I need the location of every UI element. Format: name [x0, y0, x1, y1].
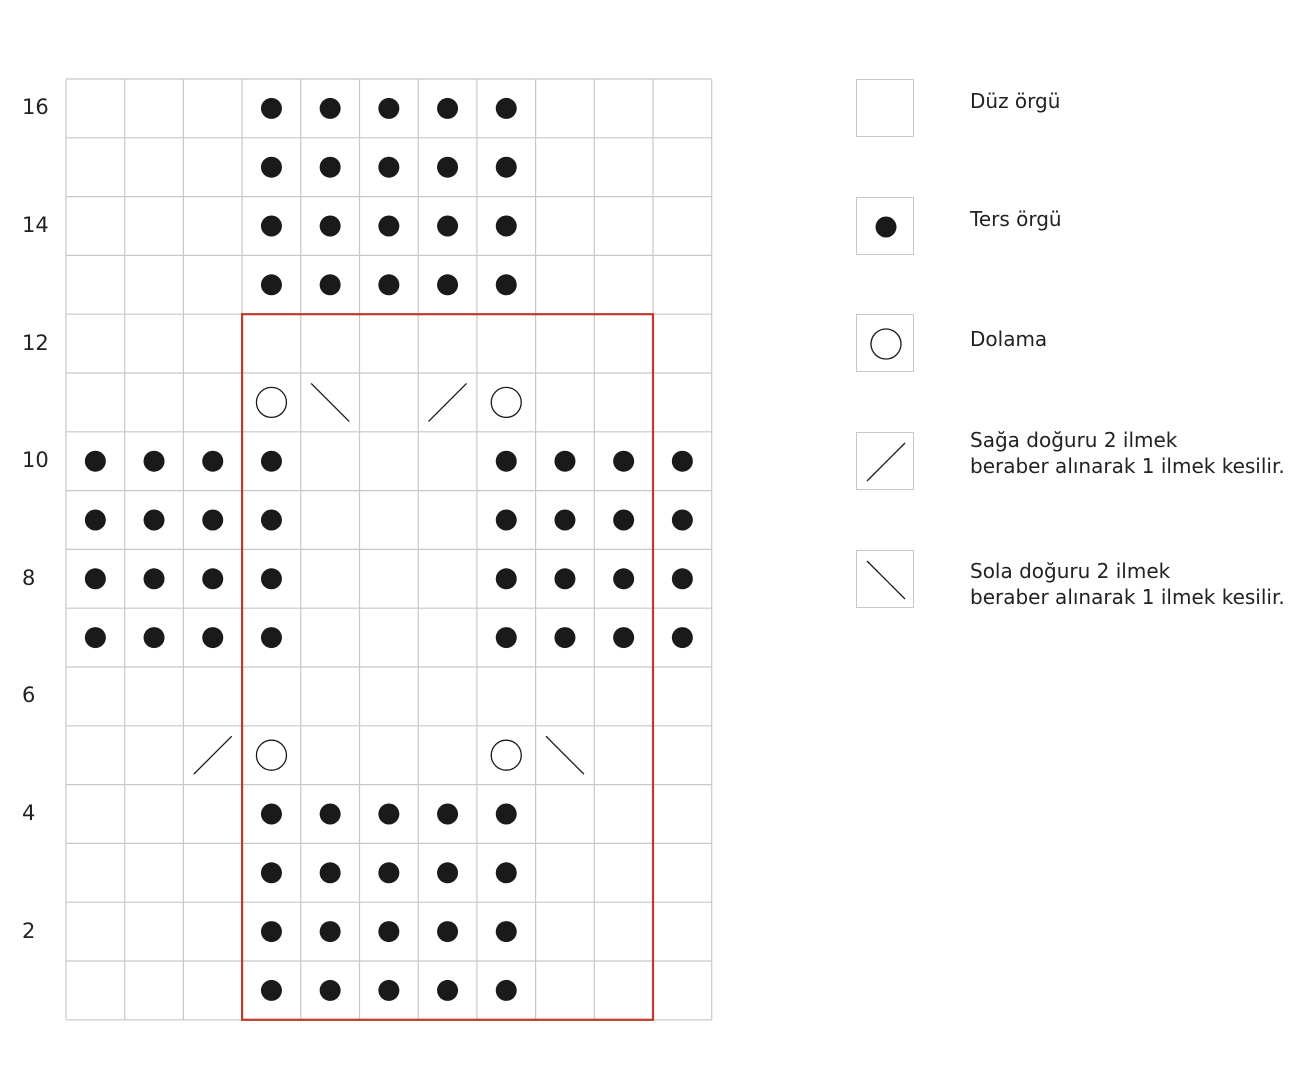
- purl-dot: [554, 568, 575, 589]
- legend-label-knit: Düz örgü: [970, 89, 1061, 113]
- purl-dot: [437, 862, 458, 883]
- filled-dot-icon: [856, 197, 914, 255]
- purl-dot: [378, 216, 399, 237]
- purl-dot: [261, 510, 282, 531]
- purl-dot: [261, 568, 282, 589]
- forward-slash-icon: [856, 432, 914, 490]
- legend-label-purl: Ters örgü: [970, 207, 1062, 231]
- purl-dot: [613, 451, 634, 472]
- purl-dot: [496, 510, 517, 531]
- legend-label-left-decrease-1: Sola doğuru 2 ilmek: [970, 559, 1171, 583]
- purl-dot: [437, 216, 458, 237]
- purl-dot: [261, 98, 282, 119]
- purl-dot: [496, 274, 517, 295]
- purl-dot: [496, 980, 517, 1001]
- purl-dot: [672, 568, 693, 589]
- row-number: 8: [22, 565, 36, 590]
- purl-dot: [144, 627, 165, 648]
- left-decrease-slash: [311, 383, 349, 421]
- purl-dot: [496, 804, 517, 825]
- purl-dot: [320, 862, 341, 883]
- purl-dot: [672, 451, 693, 472]
- row-number: 12: [22, 330, 49, 355]
- purl-dot: [496, 98, 517, 119]
- purl-dot: [378, 980, 399, 1001]
- row-number: 2: [22, 918, 36, 943]
- purl-dot: [672, 627, 693, 648]
- purl-dot: [378, 274, 399, 295]
- purl-dot: [320, 157, 341, 178]
- purl-dot: [554, 510, 575, 531]
- back-slash-icon: [856, 550, 914, 608]
- purl-dot: [437, 980, 458, 1001]
- purl-dot: [85, 510, 106, 531]
- purl-dot: [613, 627, 634, 648]
- right-decrease-slash: [194, 736, 232, 774]
- purl-dot: [613, 510, 634, 531]
- legend-label-right-decrease-2: beraber alınarak 1 ilmek kesilir.: [970, 454, 1285, 478]
- purl-dot: [437, 98, 458, 119]
- legend-label-left-decrease-2: beraber alınarak 1 ilmek kesilir.: [970, 585, 1285, 609]
- purl-dot: [496, 862, 517, 883]
- purl-dot: [496, 568, 517, 589]
- purl-dot: [261, 921, 282, 942]
- purl-dot: [554, 627, 575, 648]
- purl-dot: [144, 451, 165, 472]
- row-number: 4: [22, 801, 36, 825]
- purl-dot: [320, 921, 341, 942]
- purl-dot: [437, 274, 458, 295]
- purl-dot: [261, 157, 282, 178]
- purl-dot: [261, 216, 282, 237]
- purl-dot: [320, 980, 341, 1001]
- open-circle-icon: [856, 314, 914, 372]
- purl-dot: [202, 627, 223, 648]
- purl-dot: [378, 862, 399, 883]
- legend-label-right-decrease-1: Sağa doğuru 2 ilmek: [970, 428, 1178, 452]
- empty-square-icon: [856, 79, 914, 137]
- purl-dot: [496, 627, 517, 648]
- row-number: 10: [22, 448, 49, 473]
- purl-dot: [320, 804, 341, 825]
- purl-dot: [554, 451, 575, 472]
- purl-dot: [378, 98, 399, 119]
- purl-dot: [496, 451, 517, 472]
- purl-dot: [672, 510, 693, 531]
- purl-dot: [378, 921, 399, 942]
- purl-dot: [85, 451, 106, 472]
- purl-dot: [261, 804, 282, 825]
- purl-dot: [202, 568, 223, 589]
- purl-dot: [85, 568, 106, 589]
- right-decrease-slash: [429, 383, 467, 421]
- purl-dot: [261, 980, 282, 1001]
- purl-dot: [437, 804, 458, 825]
- purl-dot: [320, 216, 341, 237]
- purl-dot: [261, 274, 282, 295]
- yarn-over-circle: [491, 387, 521, 417]
- row-number: 6: [22, 683, 36, 708]
- legend-label-yarn-over: Dolama: [970, 327, 1048, 351]
- purl-dot: [144, 568, 165, 589]
- yarn-over-circle: [256, 740, 286, 770]
- purl-dot: [320, 274, 341, 295]
- purl-dot: [496, 921, 517, 942]
- yarn-over-circle: [491, 740, 521, 770]
- purl-dot: [202, 451, 223, 472]
- purl-dot: [437, 157, 458, 178]
- purl-dot: [202, 510, 223, 531]
- purl-dot: [144, 510, 165, 531]
- purl-dot: [613, 568, 634, 589]
- purl-dot: [496, 157, 517, 178]
- purl-dot: [496, 216, 517, 237]
- left-decrease-slash: [546, 736, 584, 774]
- purl-dot: [437, 921, 458, 942]
- purl-dot: [378, 157, 399, 178]
- yarn-over-circle: [256, 387, 286, 417]
- purl-dot: [261, 451, 282, 472]
- purl-dot: [261, 862, 282, 883]
- purl-dot: [378, 804, 399, 825]
- row-number: 14: [22, 213, 49, 237]
- row-number: 16: [22, 95, 49, 120]
- purl-dot: [261, 627, 282, 648]
- purl-dot: [320, 98, 341, 119]
- purl-dot: [85, 627, 106, 648]
